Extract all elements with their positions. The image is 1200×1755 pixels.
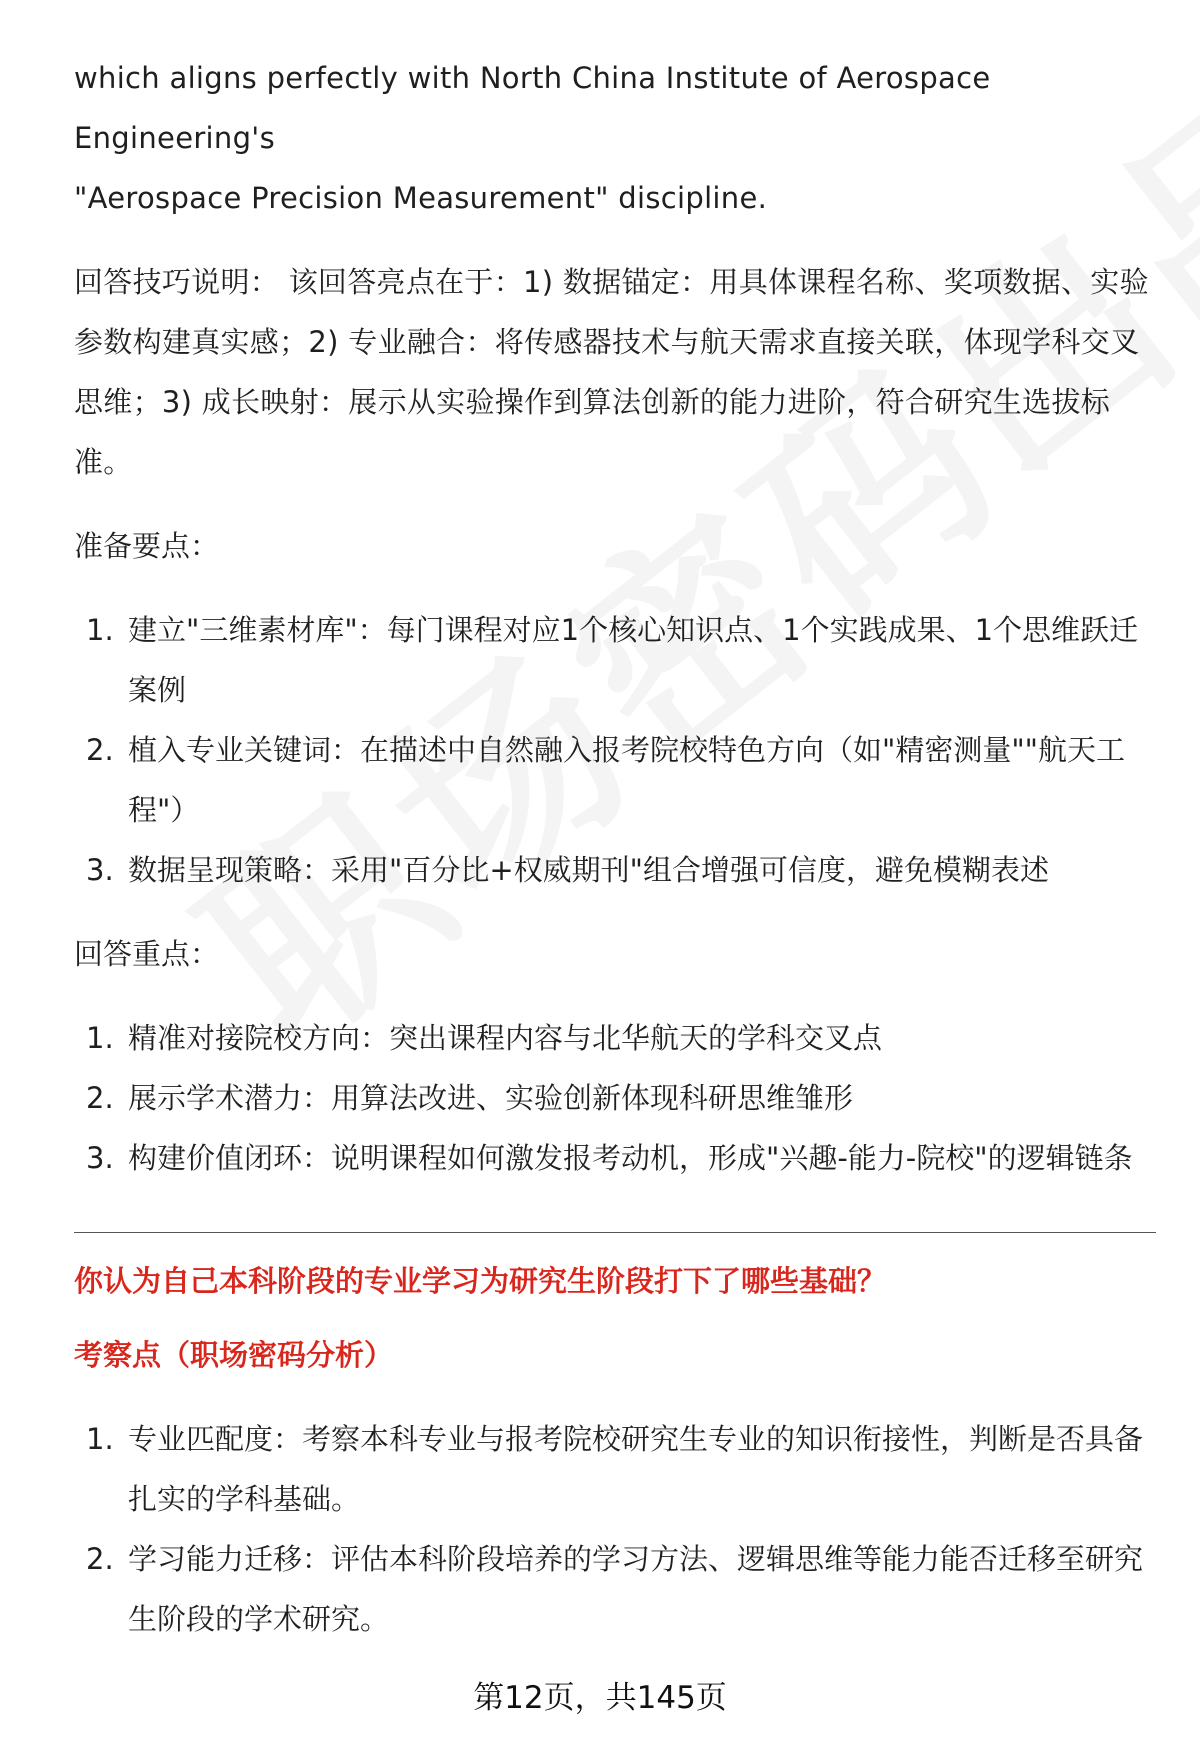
list-number: 2. <box>86 1081 114 1115</box>
page-number: 第12页，共145页 <box>473 1680 727 1716</box>
prep-list <box>74 600 1156 900</box>
list-item-text: 数据呈现策略：采用"百分比+权威期刊"组合增强可信度，避免模糊表述 <box>128 853 1049 887</box>
focus-list <box>74 1008 1156 1188</box>
list-item <box>74 600 1156 720</box>
document-page <box>74 48 1156 1649</box>
question-subtitle: 考察点（职场密码分析） <box>74 1338 394 1372</box>
list-item <box>74 840 1156 900</box>
list-number: 3. <box>86 1141 114 1175</box>
list-item-text: 精准对接院校方向：突出课程内容与北华航天的学科交叉点 <box>128 1021 883 1055</box>
list-number: 2. <box>86 733 114 767</box>
intro-line-2: "Aerospace Precision Measurement" discipline. <box>74 181 768 215</box>
list-item-text: 建立"三维素材库"：每门课程对应1个核心知识点、1个实践成果、1个思维跃迁案例 <box>128 613 1139 707</box>
list-item-text: 构建价值闭环：说明课程如何激发报考动机，形成"兴趣-能力-院校"的逻辑链条 <box>128 1141 1133 1175</box>
question-list <box>74 1409 1156 1649</box>
list-item <box>74 1068 1156 1128</box>
list-item-text: 专业匹配度：考察本科专业与报考院校研究生专业的知识衔接性，判断是否具备扎实的学科基础。 <box>128 1422 1144 1516</box>
question-title: 你认为自己本科阶段的专业学习为研究生阶段打下了哪些基础？ <box>74 1264 887 1298</box>
list-item-text: 展示学术潜力：用算法改进、实验创新体现科研思维雏形 <box>128 1081 854 1115</box>
focus-heading: 回答重点： <box>74 937 220 971</box>
technique-explanation: 回答技巧说明： 该回答亮点在于：1) 数据锚定：用具体课程名称、奖项数据、实验参数构建真实感；2) 专业融合：将传感器技术与航天需求直接关联，体现学科交叉思维；3) 成长映射：展示从实验操作到算法创新的能力进阶，符合研究生选拔标准。 <box>74 265 1149 479</box>
section-divider <box>74 1232 1156 1233</box>
list-item <box>74 1008 1156 1068</box>
list-number: 3. <box>86 853 114 887</box>
list-item <box>74 1409 1156 1529</box>
list-number: 1. <box>86 613 114 647</box>
list-item-text: 植入专业关键词：在描述中自然融入报考院校特色方向（如"精密测量""航天工程"） <box>128 733 1126 827</box>
prep-heading: 准备要点： <box>74 529 220 563</box>
intro-line-1: which aligns perfectly with North China Institute of Aerospace Engineering's <box>74 61 991 155</box>
list-number: 1. <box>86 1422 114 1456</box>
list-number: 2. <box>86 1542 114 1576</box>
list-number: 1. <box>86 1021 114 1055</box>
list-item-text: 学习能力迁移：评估本科阶段培养的学习方法、逻辑思维等能力能否迁移至研究生阶段的学术研究。 <box>128 1542 1144 1636</box>
list-item <box>74 1529 1156 1649</box>
list-item <box>74 720 1156 840</box>
list-item <box>74 1128 1156 1188</box>
